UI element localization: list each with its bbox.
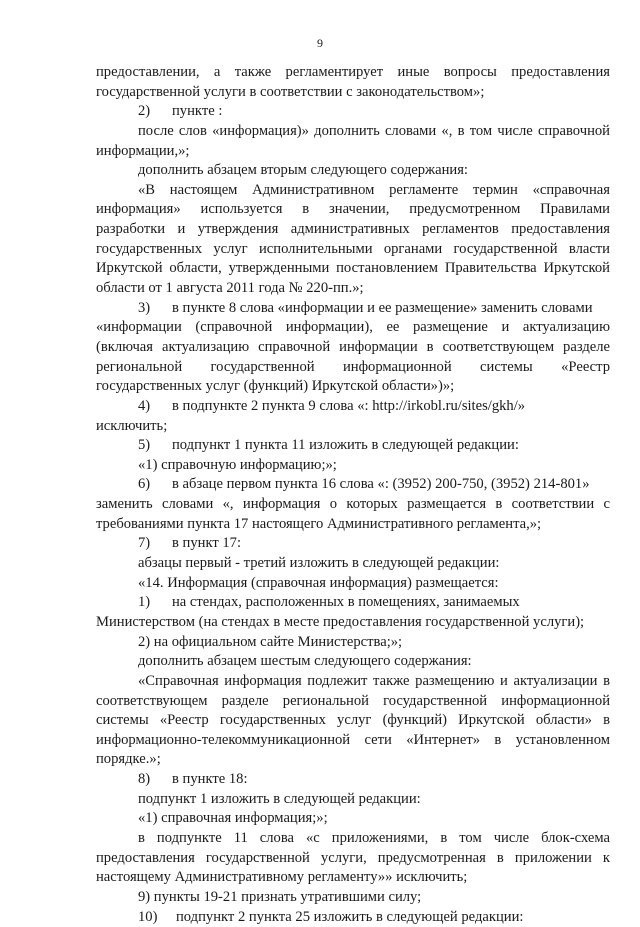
text-line: после слов «информация)» дополнить словами «, в том числе справочной bbox=[138, 122, 610, 139]
text-line: государственных услуг (функций) Иркутской области»)»; bbox=[96, 378, 455, 395]
text-line: пункте : bbox=[172, 103, 223, 120]
text-line: Иркутской области, утвержденными постановлением Правительства Иркутской bbox=[96, 260, 610, 277]
text-line: абзацы первый - третий изложить в следующей редакции: bbox=[138, 555, 500, 572]
item-number: 2) bbox=[138, 103, 151, 120]
text-line: системы «Реестр государственных услуг (функций) Иркутской области» в bbox=[96, 712, 610, 729]
text-line: исключить; bbox=[96, 417, 168, 434]
numbered-line bbox=[96, 770, 610, 790]
document-body bbox=[96, 63, 610, 927]
text-line: (включая актуализацию справочной информации в соответствующем разделе bbox=[96, 338, 610, 355]
item-number: 10) bbox=[138, 908, 158, 925]
numbered-line bbox=[96, 102, 610, 122]
item-number: 5) bbox=[138, 437, 151, 454]
numbered-line bbox=[96, 475, 610, 495]
text-line: на стендах, расположенных в помещениях, занимаемых bbox=[172, 594, 520, 611]
text-line: в подпункте 2 пункта 9 слова «: http://irkobl.ru/sites/gkh/» bbox=[172, 397, 526, 414]
text-line: предоставления государственной услуги, предусмотренная в приложении к bbox=[96, 849, 610, 866]
text-line: «14. Информация (справочная информация) размещается: bbox=[138, 574, 499, 591]
text-line: государственной услуги в соответствии с законодательством»; bbox=[96, 83, 485, 100]
text-line: соответствующем разделе региональной государственной информационной bbox=[96, 692, 610, 709]
text-line: государственных услуг исполнительными органами государственной власти bbox=[96, 240, 610, 257]
text-line: «В настоящем Административном регламенте термин «справочная bbox=[138, 181, 610, 198]
text-line: Министерством (на стендах в месте предоставления государственной услуги); bbox=[96, 613, 585, 630]
numbered-line bbox=[96, 593, 610, 613]
text-line: в пункте 8 слова «информации и ее размещение» заменить словами bbox=[172, 299, 593, 316]
text-line: «1) справочная информация;»; bbox=[138, 810, 328, 827]
text-line: подпункт 1 пункта 11 изложить в следующей редакции: bbox=[172, 437, 519, 454]
text-line: в абзаце первом пункта 16 слова «: (3952) 200-750, (3952) 214-801» bbox=[172, 476, 590, 493]
text-line: 9) пункты 19-21 признать утратившими силу; bbox=[138, 888, 422, 905]
item-number: 8) bbox=[138, 771, 151, 788]
text-line: дополнить абзацем шестым следующего содержания: bbox=[138, 653, 472, 670]
text-line: требованиями пункта 17 настоящего Административного регламента,»; bbox=[96, 515, 542, 532]
numbered-line bbox=[96, 397, 610, 417]
numbered-line bbox=[96, 534, 610, 554]
text-line: «Справочная информация подлежит также размещению и актуализации в bbox=[138, 672, 610, 689]
text-line: предоставлении, а также регламентирует иные вопросы предоставления bbox=[96, 64, 610, 80]
text-line: области от 1 августа 2011 года № 220-пп.»; bbox=[96, 280, 364, 297]
text-line: информация» используется в значении, предусмотренном Правилами bbox=[96, 201, 610, 218]
numbered-line bbox=[96, 908, 610, 927]
text-line: дополнить абзацем вторым следующего содержания: bbox=[138, 162, 468, 179]
text-line: региональной государственной информационной системы «Реестр bbox=[96, 358, 610, 375]
text-line: 2) на официальном сайте Министерства;»; bbox=[138, 633, 403, 650]
text-line: настоящему Административному регламенту»» исключить; bbox=[96, 869, 468, 886]
text-line: заменить словами «, информация о которых размещается в соответствии с bbox=[96, 496, 610, 513]
item-number: 7) bbox=[138, 535, 151, 552]
text-line: информационно-телекоммуникационной сети «Интернет» в установленном bbox=[96, 731, 610, 748]
text-line: в пункт 17: bbox=[172, 535, 242, 552]
text-line: в пункте 18: bbox=[172, 771, 248, 788]
item-number: 4) bbox=[138, 397, 151, 414]
text-line: порядке.»; bbox=[96, 751, 161, 768]
text-line: подпункт 1 изложить в следующей редакции: bbox=[138, 790, 421, 807]
item-number: 1) bbox=[138, 594, 151, 611]
item-number: 3) bbox=[138, 299, 151, 316]
text-line: «информации (справочной информации), ее размещение и актуализацию bbox=[96, 319, 610, 336]
numbered-line bbox=[96, 436, 610, 456]
numbered-line bbox=[96, 299, 610, 319]
text-line: в подпункте 11 слова «с приложениями, в том числе блок-схема bbox=[138, 829, 610, 846]
text-line: разработки и утверждения административных регламентов предоставления bbox=[96, 221, 610, 238]
text-line: «1) справочную информацию;»; bbox=[138, 456, 337, 473]
text-line: подпункт 2 пункта 25 изложить в следующей редакции: bbox=[176, 908, 524, 925]
page-number: 9 bbox=[317, 36, 323, 50]
item-number: 6) bbox=[138, 476, 151, 493]
text-line: информации,»; bbox=[96, 142, 190, 159]
